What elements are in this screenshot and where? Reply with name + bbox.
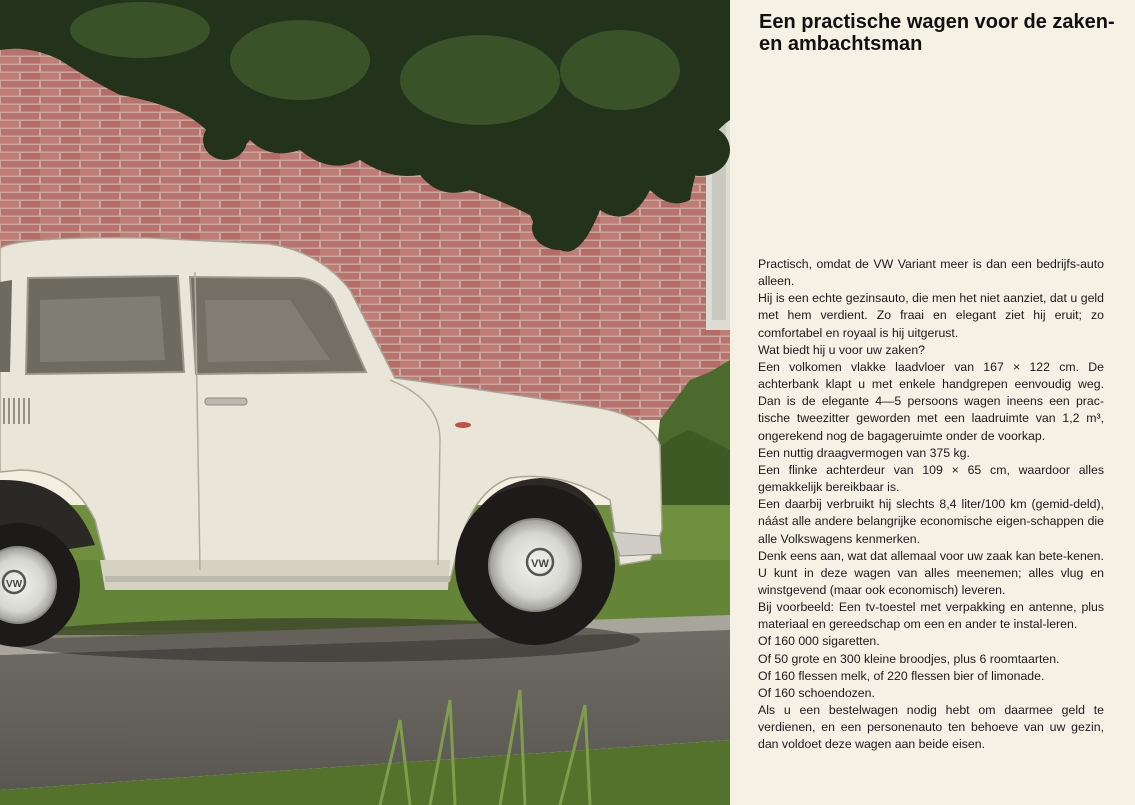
paragraph: U kunt in deze wagen van alles meenemen; alles vlug en winstgevend (maar ook economisch) leveren. <box>758 565 1104 597</box>
paragraph: Een daarbij verbruikt hij slechts 8,4 liter/100 km (gemid-deld), náást alle andere belangrijke economische eigen-schappen die alle Volkswagens kenmerken. <box>758 497 1104 546</box>
paragraph: Of 50 grote en 300 kleine broodjes, plus 6 roomtaarten. <box>758 651 1060 666</box>
paragraph: Of 160 000 sigaretten. <box>758 634 880 649</box>
paragraph: Bij voorbeeld: Een tv-toestel met verpakking en antenne, plus materiaal en gereedschap om een en ander te instal-leren. <box>758 600 1104 632</box>
paragraph: Hij is een echte gezinsauto, die men het niet aanziet, dat u geld met hem verdient. Zo fraai en elegant ziet hij eruit; zo comfortabel en royaal is hij uitgerust. <box>758 291 1104 340</box>
svg-text:VW: VW <box>5 579 23 590</box>
paragraph: Als u een bestelwagen nodig hebt om daarmee geld te verdienen, en een personenauto ten behoeve van uw gezin, dan voldoet deze wagen aan beide eisen. <box>758 703 1104 752</box>
paragraph: Denk eens aan, wat dat allemaal voor uw zaak kan bete-kenen. <box>758 548 1104 563</box>
body-text <box>758 256 1104 754</box>
paragraph: Practisch, omdat de VW Variant meer is dan een bedrijfs-auto alleen. <box>758 257 1104 289</box>
paragraph: Een flinke achterdeur van 109 × 65 cm, waardoor alles gemakkelijk bereikbaar is. <box>758 462 1104 495</box>
text-column <box>730 0 1135 805</box>
paragraph: Een nuttig draagvermogen van 375 kg. <box>758 445 970 460</box>
paragraph: Of 160 schoendozen. <box>758 685 875 700</box>
paragraph: Of 160 flessen melk, of 220 flessen bier of limonade. <box>758 668 1045 683</box>
svg-text:VW: VW <box>531 558 549 570</box>
paragraph: Wat biedt hij u voor uw zaken? <box>758 342 926 357</box>
headline: Een practische wagen voor de zaken- en ambachtsman <box>759 11 1115 55</box>
paragraph: Een volkomen vlakke laadvloer van 167 × 122 cm. De achterbank klapt u met enkele handgrepen eenvoudig weg. Dan is de elegante 4—5 persoons wagen ineens een prac-tische tweezitter geworden met een laadruimte van 1,2 m³, ongerekend nog de bagageruimte onder de voorkap. <box>758 359 1104 443</box>
